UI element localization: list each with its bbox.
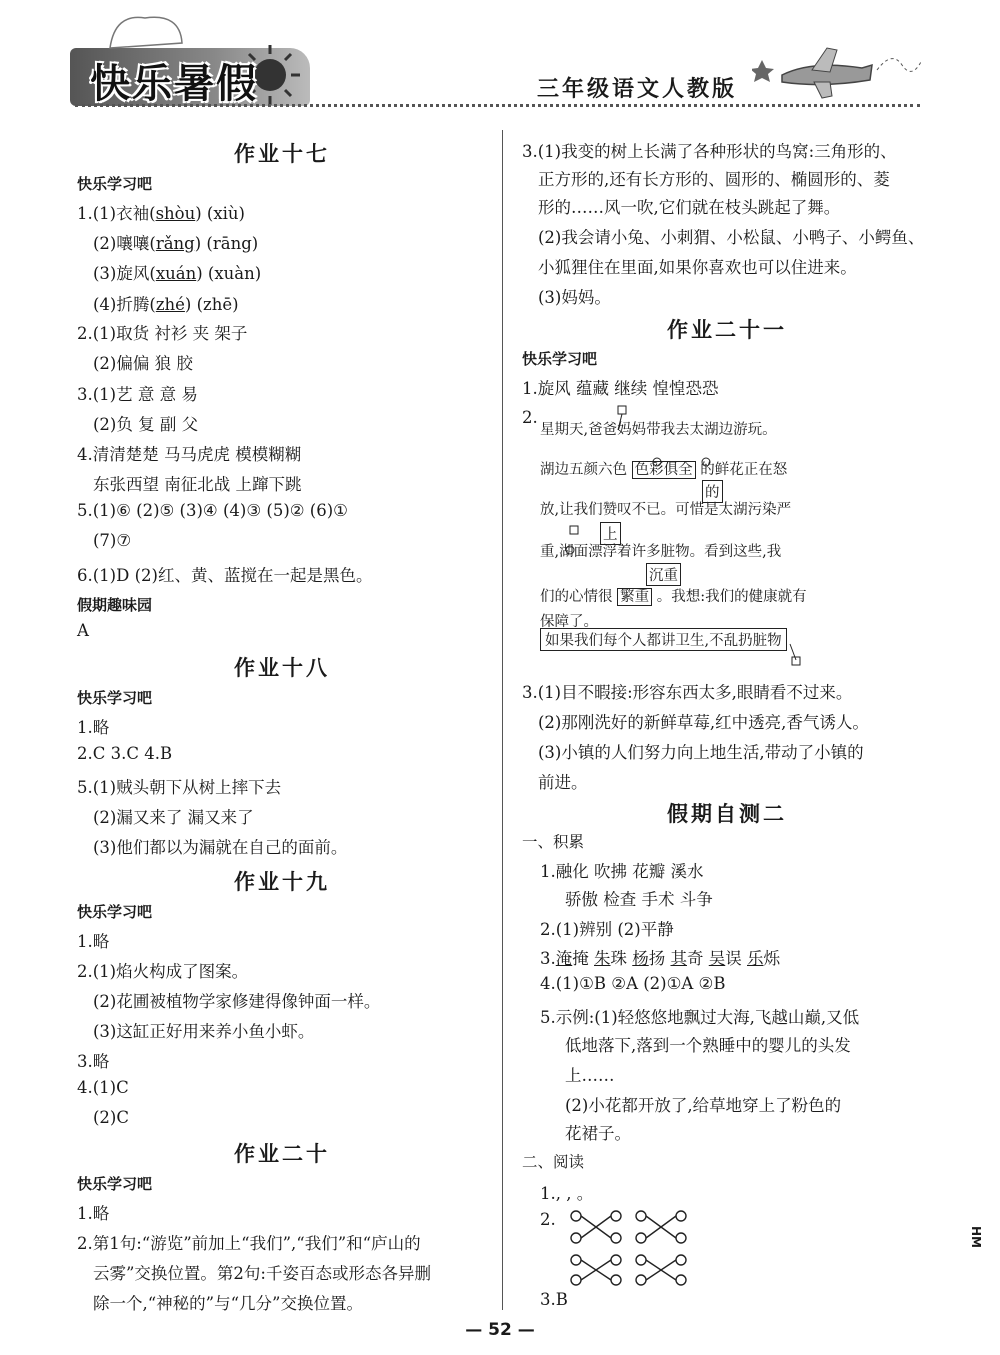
answer-line: (2)偏偏 狼 胶 <box>93 354 193 373</box>
side-mark: HM <box>968 1226 983 1248</box>
edit-line: 放,让我们赞叹不已。可惜是太湖污染严 <box>540 502 792 518</box>
section-heading: 假期自测二 <box>667 802 787 826</box>
answer-line: 1.旋风 蕴藏 继续 惶惶恐恐 <box>522 379 719 398</box>
answer-line: (2)负 复 副 父 <box>93 415 199 434</box>
proofreading-marks <box>522 404 822 674</box>
subsection-label: 快乐学习吧 <box>77 175 153 193</box>
answer-line: 2.(1)取货 衬衫 夹 架子 <box>77 324 248 343</box>
subsection-label: 一、积累 <box>522 833 585 851</box>
subsection-label: 假期趣味园 <box>77 596 153 614</box>
answer-line: 5.(1)⑥ (2)⑤ (3)④ (4)③ (5)② (6)① <box>77 501 348 520</box>
answer-line: 1., , 。 <box>540 1184 594 1203</box>
subsection-label: 快乐学习吧 <box>77 689 153 707</box>
answer-line: 2.C 3.C 4.B <box>77 744 173 763</box>
answer-line: 1.(1)衣袖(shòu) (xiù) <box>77 204 245 223</box>
answer-line: 东张西望 南征北战 上蹿下跳 <box>93 475 302 494</box>
section-heading: 作业十八 <box>234 656 330 680</box>
edit-line: 们的心情很 繁重 。我想:我们的健康就有 <box>540 589 807 605</box>
answer-line: 3.淹掩 朱珠 杨扬 其奇 吴误 乐烁 <box>540 949 780 968</box>
answer-line: (3)小镇的人们努力向上地生活,带动了小镇的 <box>538 743 864 762</box>
edit-mark: 沉重 <box>646 563 681 586</box>
answer-line: 2.(1)辨别 (2)平静 <box>540 920 674 939</box>
section-heading: 作业十七 <box>234 142 330 166</box>
answer-line: 3.B <box>540 1290 568 1309</box>
answer-line: (7)⑦ <box>93 531 132 550</box>
answer-line: (3)他们都以为漏就在自己的面前。 <box>93 838 348 857</box>
answer-line: 3.(1)我变的树上长满了各种形状的鸟窝:三角形的、 <box>522 142 897 161</box>
answer-line: 花裙子。 <box>565 1124 631 1143</box>
subsection-label: 快乐学习吧 <box>522 350 598 368</box>
answer-line: 1.融化 吹拂 花瓣 溪水 <box>540 862 704 881</box>
answer-line: (2)漏又来了 漏又来了 <box>93 808 254 827</box>
answer-line: 5.示例:(1)轻悠悠地飘过大海,飞越山巅,又低 <box>540 1008 860 1027</box>
header-title: 快乐暑假 <box>90 61 258 107</box>
answer-line: 正方形的,还有长方形的、圆形的、椭圆形的、菱 <box>538 170 890 189</box>
edit-line: 湖边五颜六色 色彩俱全 的鲜花正在怒 <box>540 462 788 478</box>
section-heading: 作业二十一 <box>667 318 787 342</box>
edit-line: 星期天,爸爸妈妈带我去太湖边游玩。 <box>540 422 777 438</box>
subsection-label: 快乐学习吧 <box>77 1175 153 1193</box>
edit-line: 保障了。 <box>540 614 598 630</box>
answer-line: 小狐狸住在里面,如果你喜欢也可以住进来。 <box>538 258 857 277</box>
answer-line: (3)妈妈。 <box>538 288 611 307</box>
column-divider <box>502 130 503 1310</box>
edit-line: 重,湖面漂浮着许多脏物。看到这些,我 <box>540 544 782 560</box>
answer-line: 1.略 <box>77 1204 110 1223</box>
answer-line: 除一个,“神秘的”与“几分”交换位置。 <box>93 1294 363 1313</box>
answer-line: 4.(1)①B ②A (2)①A ②B <box>540 974 726 993</box>
answer-line: 上…… <box>565 1066 615 1085</box>
answer-line: (4)折腾(zhé) (zhē) <box>93 295 239 314</box>
answer-line: 1.略 <box>77 718 110 737</box>
subsection-label: 快乐学习吧 <box>77 903 153 921</box>
answer-line: 2. <box>540 1210 556 1229</box>
answer-line: 3.(1)艺 意 意 易 <box>77 385 198 404</box>
answer-line: 骄傲 检查 手术 斗争 <box>565 890 713 909</box>
answer-line: A <box>77 621 89 640</box>
airplane-icon <box>752 40 927 105</box>
answer-line: 2.(1)焰火构成了图案。 <box>77 962 249 981</box>
answer-line: 形的……风一吹,它们就在枝头跳起了舞。 <box>538 198 841 217</box>
answer-line: (2)小花都开放了,给草地穿上了粉色的 <box>565 1096 842 1115</box>
answer-line: 3.略 <box>77 1052 110 1071</box>
answer-line: (2)那刚洗好的新鲜草莓,红中透亮,香气诱人。 <box>538 713 869 732</box>
header-subtitle: 三年级语文人教版 <box>537 76 738 102</box>
section-heading: 作业二十 <box>234 1142 330 1166</box>
answer-line: (2)C <box>93 1108 129 1127</box>
answer-line: 5.(1)贼头朝下从树上摔下去 <box>77 778 282 797</box>
matching-diagram <box>566 1208 696 1286</box>
header-divider <box>75 104 920 107</box>
section-heading: 作业十九 <box>234 870 330 894</box>
answer-line: 2. <box>522 408 538 427</box>
answer-line: 3.(1)目不暇接:形容东西太多,眼睛看不过来。 <box>522 683 853 702</box>
answer-line: 1.略 <box>77 932 110 951</box>
answer-line: (3)旋风(xuán) (xuàn) <box>93 264 262 283</box>
answer-line: 6.(1)D (2)红、黄、蓝搅在一起是黑色。 <box>77 566 373 585</box>
decorative-icon <box>100 8 190 56</box>
subsection-label: 二、阅读 <box>522 1153 585 1171</box>
answer-line: 云雾”交换位置。第2句:千姿百态或形态各异删 <box>93 1264 431 1283</box>
edit-line: 如果我们每个人都讲卫生,不乱扔脏物 <box>540 628 787 651</box>
answer-line: 低地落下,落到一个熟睡中的婴儿的头发 <box>565 1036 851 1055</box>
page-header <box>0 0 1000 120</box>
answer-line: 4.(1)C <box>77 1078 129 1097</box>
page-number: — 52 — <box>465 1320 535 1340</box>
answer-line: 前进。 <box>538 773 588 792</box>
answer-line: (2)花圃被植物学家修建得像钟面一样。 <box>93 992 381 1011</box>
edit-mark: 的 <box>702 480 723 503</box>
answer-line: (3)这缸正好用来养小鱼小虾。 <box>93 1022 315 1041</box>
answer-line: 4.清清楚楚 马马虎虎 模模糊糊 <box>77 445 302 464</box>
edit-mark: 上 <box>600 522 621 545</box>
answer-line: (2)嚷嚷(rǎng) (rāng) <box>93 234 259 253</box>
answer-line: (2)我会请小兔、小刺猬、小松鼠、小鸭子、小鳄鱼、 <box>538 228 925 247</box>
answer-line: 2.第1句:“游览”前加上“我们”,“我们”和“庐山的 <box>77 1234 421 1253</box>
